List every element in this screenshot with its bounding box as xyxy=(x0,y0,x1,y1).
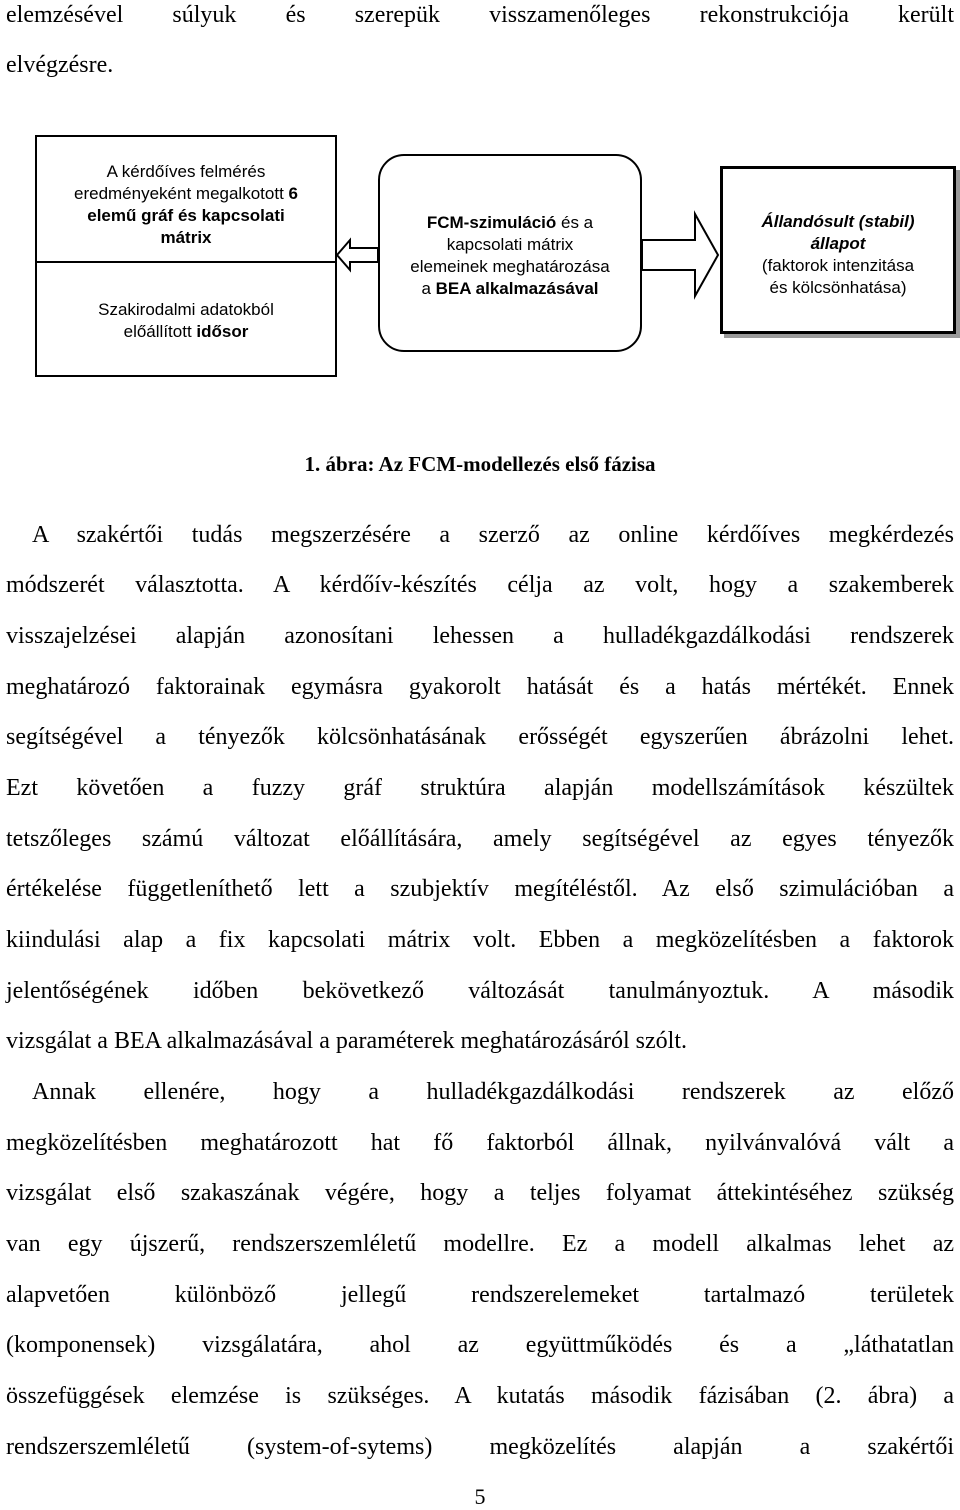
sim-text-2: kapcsolati mátrix xyxy=(446,235,574,254)
sim-text-4-bold: BEA alkalmazásával xyxy=(435,279,599,298)
literature-text-2-bold: idősor xyxy=(196,322,249,341)
intro-line-2: elvégzésre. xyxy=(6,52,114,78)
result-text-3: (faktorok intenzitása xyxy=(761,256,915,275)
survey-text-2: eredményeként megalkotott xyxy=(74,184,284,203)
p1-line-5: segítségével a tényezők kölcsönhatásának erősségét egyszerűen ábrázolni lehet. xyxy=(6,724,954,750)
intro-line-1: elemzésével súlyuk és szerepük visszamenőleges rekonstrukciója került xyxy=(6,2,954,28)
literature-text-1: Szakirodalmi adatokból xyxy=(98,300,274,319)
result-text-2: állapot xyxy=(810,234,866,253)
sim-text-3: elemeinek meghatározása xyxy=(410,257,610,276)
p1-line-4: meghatározó faktorainak egymásra gyakorolt hatását és a hatás mértékét. Ennek xyxy=(6,674,954,700)
p1-line-6: Ezt követően a fuzzy gráf struktúra alapján modellszámítások készültek xyxy=(6,775,954,801)
p1-line-7: tetszőleges számú változat előállítására, amely segítségével az egyes tényezők xyxy=(6,826,954,852)
arrow-left-icon xyxy=(337,240,378,270)
result-box xyxy=(720,166,956,334)
p1-line-11: vizsgálat a BEA alkalmazásával a paraméterek meghatározásáról szólt. xyxy=(6,1028,688,1054)
page-number: 5 xyxy=(474,1484,486,1509)
p1-line-2: módszerét választotta. A kérdőív-készítés célja az volt, hogy a szakemberek xyxy=(6,572,954,598)
literature-text-2: előállított xyxy=(123,322,192,341)
survey-text-1: A kérdőíves felmérés xyxy=(106,162,266,181)
p2-line-5: alapvetően különböző jellegű rendszerelemeket tartalmazó területek xyxy=(6,1282,954,1308)
figure-caption: 1. ábra: Az FCM-modellezés első fázisa xyxy=(304,452,656,476)
survey-text-2-bold: 6 xyxy=(288,184,298,203)
sim-text-1-bold: FCM-szimuláció xyxy=(426,213,557,232)
p1-line-9: kiindulási alap a fix kapcsolati mátrix volt. Ebben a megközelítésben a faktorok xyxy=(6,927,954,953)
p2-line-7: összefüggések elemzése is szükséges. A kutatás második fázisában (2. ábra) a xyxy=(6,1383,954,1409)
arrow-right-icon xyxy=(642,214,718,296)
p2-line-2: megközelítésben meghatározott hat fő faktorból állnak, nyilvánvalóvá vált a xyxy=(6,1130,954,1156)
simulation-box xyxy=(378,154,642,352)
sim-text-4: a xyxy=(421,279,431,298)
p1-line-8: értékelése függetleníthető lett a szubjektív megítéléstől. Az első szimulációban a xyxy=(6,876,954,902)
result-text-4: és kölcsönhatása) xyxy=(769,278,907,297)
p1-line-3: visszajelzései alapján azonosítani lehessen a hulladékgazdálkodási rendszerek xyxy=(6,623,954,649)
p1-line-10: jelentőségének időben bekövetkező változását tanulmányoztuk. A második xyxy=(6,978,954,1004)
survey-text-3: elemű gráf és kapcsolati xyxy=(87,206,285,225)
p1-line-1: A szakértői tudás megszerzésére a szerző az online kérdőíves megkérdezés xyxy=(32,522,954,548)
p2-line-8: rendszerszemléletű (system-of-sytems) megközelítés alapján a szakértői xyxy=(6,1434,954,1460)
p2-line-3: vizsgálat első szakaszának végére, hogy a teljes folyamat áttekintéséhez szükség xyxy=(6,1180,954,1206)
p2-line-4: van egy újszerű, rendszerszemléletű modellre. Ez a modell alkalmas lehet az xyxy=(6,1231,954,1257)
p2-line-6: (komponensek) vizsgálatára, ahol az együttműködés és a „láthatatlan xyxy=(6,1332,954,1358)
survey-text-4: mátrix xyxy=(160,228,212,247)
result-text-1: Állandósult (stabil) xyxy=(761,212,915,231)
p2-line-1: Annak ellenére, hogy a hulladékgazdálkodási rendszerek az előző xyxy=(32,1079,954,1105)
fcm-figure xyxy=(0,100,960,400)
sim-text-1: és a xyxy=(561,213,594,232)
